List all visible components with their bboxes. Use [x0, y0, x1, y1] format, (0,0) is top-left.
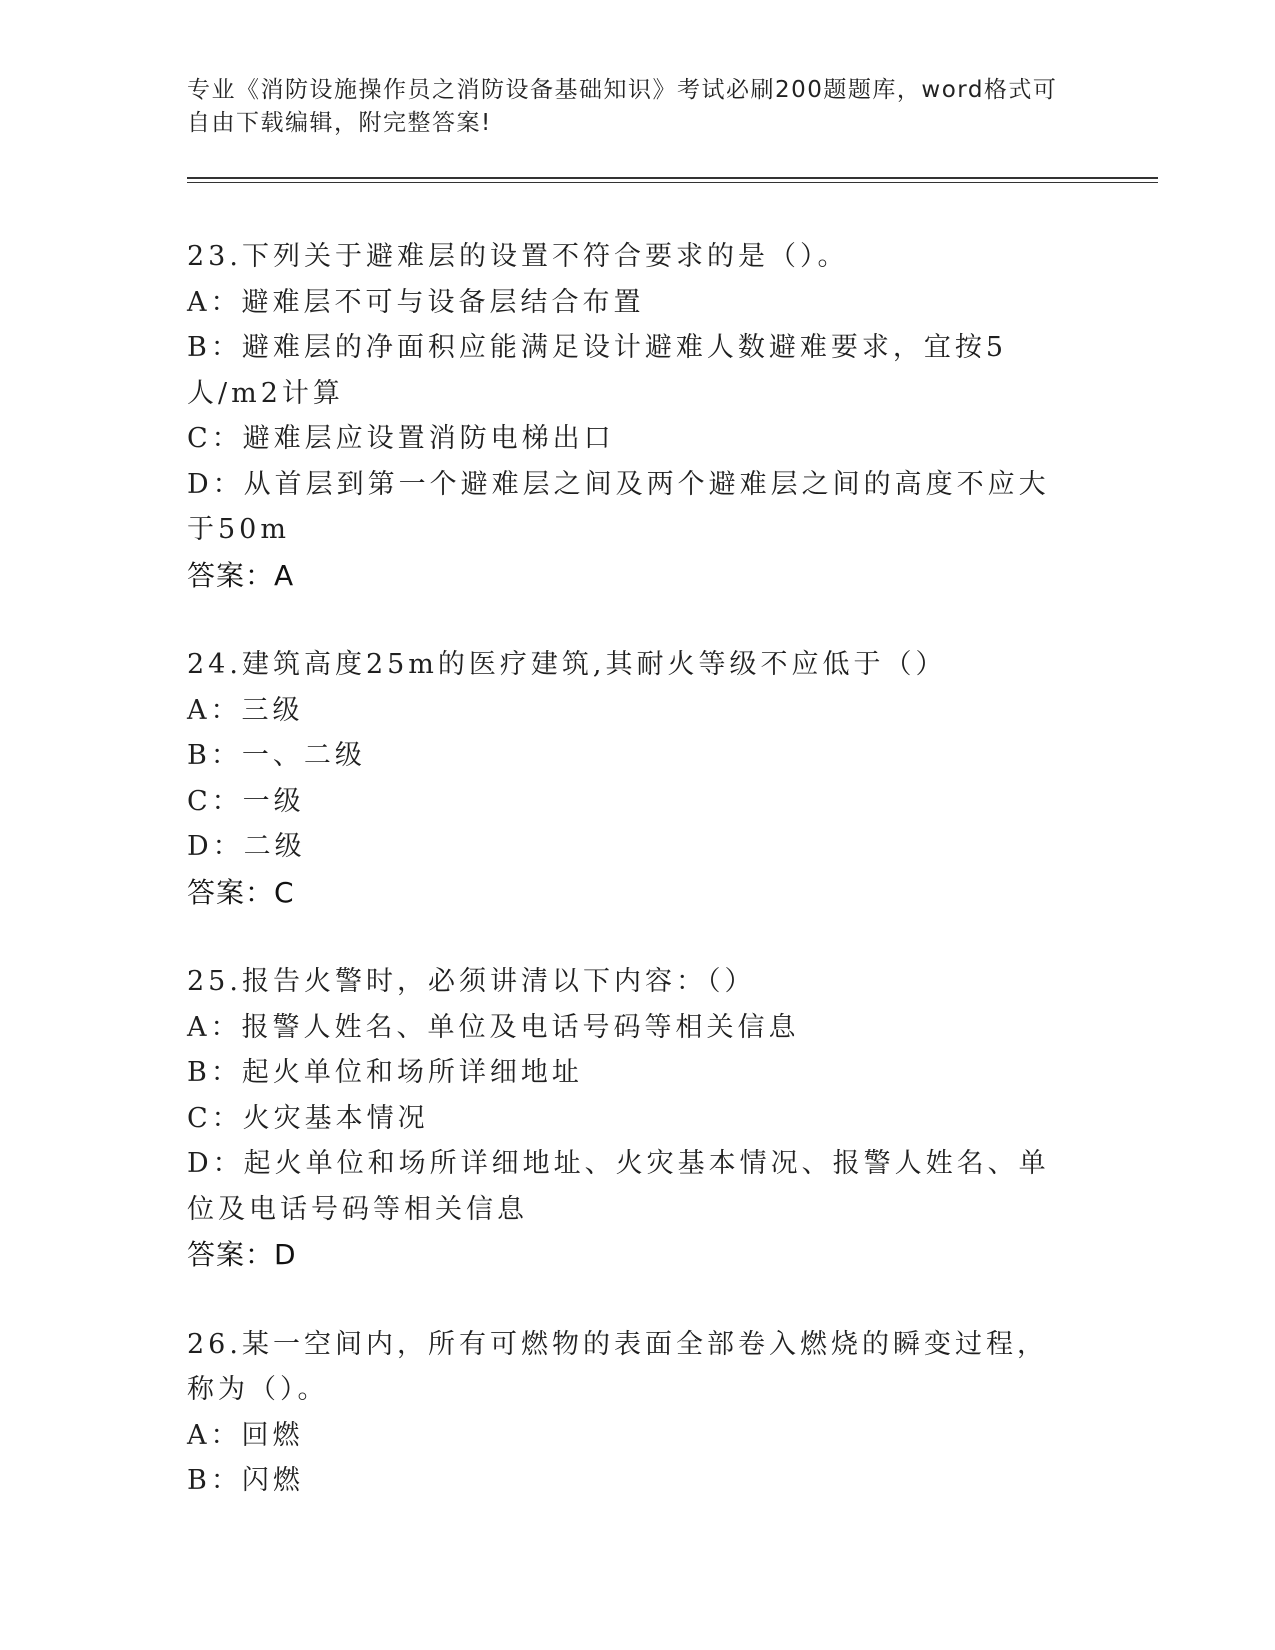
- option-b: B：避难层的净面积应能满足设计避难人数避难要求，宜按5人/m2计算: [187, 332, 1008, 409]
- option-a: A：回燃: [187, 1419, 304, 1451]
- option-d: D：二级: [187, 831, 306, 862]
- option-c: C：一级: [187, 785, 305, 817]
- option-a: A：三级: [187, 694, 304, 726]
- option-a: A：避难层不可与设备层结合布置: [187, 286, 645, 318]
- option-d: D：从首层到第一个避难层之间及两个避难层之间的高度不应大于50m: [187, 468, 1050, 545]
- question-stem: 25.报告火警时，必须讲清以下内容：（）: [187, 966, 756, 997]
- question-list: [187, 234, 1077, 1548]
- question-stem: 24.建筑高度25m的医疗建筑,其耐火等级不应低于（）: [187, 649, 947, 680]
- question-stem: 26.某一空间内，所有可燃物的表面全部卷入燃烧的瞬变过程，称为（）。: [187, 1328, 1048, 1405]
- option-d: D：起火单位和场所详细地址、火灾基本情况、报警人姓名、单位及电话号码等相关信息: [187, 1148, 1050, 1225]
- answer-line: 答案：A: [187, 558, 295, 592]
- document-header: 专业《消防设施操作员之消防设备基础知识》考试必刷200题题库，word格式可自由下载编辑，附完整答案!: [187, 77, 1058, 136]
- option-b: B：起火单位和场所详细地址: [187, 1057, 583, 1088]
- question-26: [187, 1322, 1077, 1504]
- option-a: A：报警人姓名、单位及电话号码等相关信息: [187, 1011, 800, 1043]
- header-divider-thick: [187, 177, 1158, 179]
- question-stem: 23.下列关于避难层的设置不符合要求的是（）。: [187, 241, 849, 272]
- question-23: [187, 234, 1077, 598]
- question-25: [187, 959, 1077, 1278]
- header-divider-thin: [187, 182, 1158, 183]
- question-24: [187, 642, 1077, 915]
- option-c: C：火灾基本情况: [187, 1102, 429, 1134]
- answer-line: 答案：C: [187, 875, 295, 909]
- option-b: B：闪燃: [187, 1465, 304, 1496]
- answer-line: 答案：D: [187, 1238, 297, 1271]
- option-c: C：避难层应设置消防电梯出口: [187, 423, 615, 454]
- option-b: B：一、二级: [187, 740, 366, 771]
